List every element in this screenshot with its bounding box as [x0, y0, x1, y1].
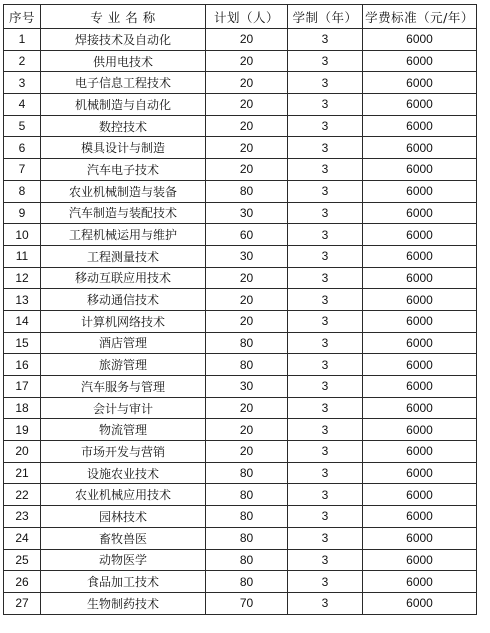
cell-duration-years: 3 — [288, 549, 363, 571]
cell-serial-number: 19 — [4, 419, 41, 441]
cell-major-name: 汽车服务与管理 — [41, 376, 206, 398]
cell-major-name: 计算机网络技术 — [41, 310, 206, 332]
cell-plan-count: 20 — [206, 397, 288, 419]
table-row — [4, 354, 477, 376]
cell-plan-count: 20 — [206, 289, 288, 311]
cell-tuition-fee: 6000 — [363, 332, 477, 354]
cell-duration-years: 3 — [288, 159, 363, 181]
cell-serial-number: 7 — [4, 159, 41, 181]
cell-major-name: 畜牧兽医 — [41, 527, 206, 549]
cell-major-name: 市场开发与营销 — [41, 441, 206, 463]
cell-duration-years: 3 — [288, 50, 363, 72]
cell-serial-number: 27 — [4, 592, 41, 614]
cell-duration-years: 3 — [288, 115, 363, 137]
cell-plan-count: 80 — [206, 571, 288, 593]
cell-major-name: 供用电技术 — [41, 50, 206, 72]
cell-plan-count: 60 — [206, 224, 288, 246]
table-row — [4, 137, 477, 159]
table-row — [4, 267, 477, 289]
cell-major-name: 汽车电子技术 — [41, 159, 206, 181]
table-row — [4, 115, 477, 137]
header-plan-count: 计划（人） — [206, 5, 288, 29]
cell-plan-count: 80 — [206, 527, 288, 549]
cell-serial-number: 11 — [4, 245, 41, 267]
cell-serial-number: 5 — [4, 115, 41, 137]
cell-major-name: 数控技术 — [41, 115, 206, 137]
cell-duration-years: 3 — [288, 441, 363, 463]
cell-serial-number: 23 — [4, 506, 41, 528]
cell-duration-years: 3 — [288, 29, 363, 51]
table-row — [4, 289, 477, 311]
cell-major-name: 园林技术 — [41, 506, 206, 528]
table-row — [4, 397, 477, 419]
table-row — [4, 50, 477, 72]
cell-major-name: 汽车制造与装配技术 — [41, 202, 206, 224]
cell-serial-number: 1 — [4, 29, 41, 51]
table-row — [4, 94, 477, 116]
cell-serial-number: 9 — [4, 202, 41, 224]
cell-major-name: 模具设计与制造 — [41, 137, 206, 159]
table-row — [4, 506, 477, 528]
cell-major-name: 焊接技术及自动化 — [41, 29, 206, 51]
cell-plan-count: 80 — [206, 180, 288, 202]
cell-plan-count: 20 — [206, 29, 288, 51]
cell-major-name: 酒店管理 — [41, 332, 206, 354]
cell-duration-years: 3 — [288, 506, 363, 528]
cell-tuition-fee: 6000 — [363, 50, 477, 72]
table-row — [4, 376, 477, 398]
cell-duration-years: 3 — [288, 592, 363, 614]
cell-serial-number: 8 — [4, 180, 41, 202]
cell-plan-count: 80 — [206, 354, 288, 376]
table-row — [4, 72, 477, 94]
cell-serial-number: 2 — [4, 50, 41, 72]
cell-tuition-fee: 6000 — [363, 29, 477, 51]
cell-tuition-fee: 6000 — [363, 571, 477, 593]
table-row — [4, 332, 477, 354]
table-body — [4, 29, 477, 615]
cell-plan-count: 20 — [206, 267, 288, 289]
enrollment-table-container — [3, 4, 477, 615]
cell-duration-years: 3 — [288, 354, 363, 376]
table-row — [4, 592, 477, 614]
cell-tuition-fee: 6000 — [363, 94, 477, 116]
cell-major-name: 工程测量技术 — [41, 245, 206, 267]
cell-major-name: 物流管理 — [41, 419, 206, 441]
table-row — [4, 310, 477, 332]
cell-tuition-fee: 6000 — [363, 310, 477, 332]
cell-serial-number: 17 — [4, 376, 41, 398]
cell-major-name: 旅游管理 — [41, 354, 206, 376]
cell-tuition-fee: 6000 — [363, 245, 477, 267]
header-major-name: 专 业 名 称 — [41, 5, 206, 29]
cell-major-name: 电子信息工程技术 — [41, 72, 206, 94]
cell-tuition-fee: 6000 — [363, 592, 477, 614]
table-row — [4, 549, 477, 571]
table-row — [4, 224, 477, 246]
cell-major-name: 机械制造与自动化 — [41, 94, 206, 116]
cell-tuition-fee: 6000 — [363, 527, 477, 549]
table-row — [4, 29, 477, 51]
cell-plan-count: 20 — [206, 159, 288, 181]
header-duration-years: 学制（年） — [288, 5, 363, 29]
cell-duration-years: 3 — [288, 137, 363, 159]
table-row — [4, 159, 477, 181]
cell-major-name: 生物制药技术 — [41, 592, 206, 614]
cell-duration-years: 3 — [288, 224, 363, 246]
cell-tuition-fee: 6000 — [363, 202, 477, 224]
cell-tuition-fee: 6000 — [363, 419, 477, 441]
cell-serial-number: 20 — [4, 441, 41, 463]
cell-duration-years: 3 — [288, 419, 363, 441]
cell-serial-number: 6 — [4, 137, 41, 159]
table-row — [4, 527, 477, 549]
cell-serial-number: 14 — [4, 310, 41, 332]
cell-serial-number: 16 — [4, 354, 41, 376]
cell-plan-count: 20 — [206, 72, 288, 94]
cell-duration-years: 3 — [288, 180, 363, 202]
cell-serial-number: 3 — [4, 72, 41, 94]
cell-major-name: 动物医学 — [41, 549, 206, 571]
cell-plan-count: 80 — [206, 549, 288, 571]
cell-plan-count: 20 — [206, 50, 288, 72]
cell-plan-count: 20 — [206, 310, 288, 332]
cell-serial-number: 25 — [4, 549, 41, 571]
cell-tuition-fee: 6000 — [363, 462, 477, 484]
cell-duration-years: 3 — [288, 245, 363, 267]
cell-serial-number: 18 — [4, 397, 41, 419]
cell-major-name: 设施农业技术 — [41, 462, 206, 484]
table-row — [4, 202, 477, 224]
cell-duration-years: 3 — [288, 376, 363, 398]
enrollment-plan-table — [3, 4, 477, 615]
cell-duration-years: 3 — [288, 94, 363, 116]
cell-major-name: 农业机械制造与装备 — [41, 180, 206, 202]
cell-major-name: 移动通信技术 — [41, 289, 206, 311]
cell-serial-number: 13 — [4, 289, 41, 311]
cell-plan-count: 80 — [206, 506, 288, 528]
cell-major-name: 食品加工技术 — [41, 571, 206, 593]
cell-tuition-fee: 6000 — [363, 549, 477, 571]
cell-serial-number: 21 — [4, 462, 41, 484]
cell-plan-count: 30 — [206, 376, 288, 398]
table-row — [4, 419, 477, 441]
cell-plan-count: 30 — [206, 245, 288, 267]
cell-duration-years: 3 — [288, 332, 363, 354]
cell-tuition-fee: 6000 — [363, 267, 477, 289]
table-row — [4, 484, 477, 506]
header-serial-number: 序号 — [4, 5, 41, 29]
cell-major-name: 农业机械应用技术 — [41, 484, 206, 506]
header-tuition-fee: 学费标准（元/年） — [363, 5, 477, 29]
cell-tuition-fee: 6000 — [363, 506, 477, 528]
cell-plan-count: 80 — [206, 462, 288, 484]
cell-duration-years: 3 — [288, 310, 363, 332]
cell-tuition-fee: 6000 — [363, 484, 477, 506]
cell-duration-years: 3 — [288, 267, 363, 289]
cell-tuition-fee: 6000 — [363, 289, 477, 311]
cell-serial-number: 10 — [4, 224, 41, 246]
cell-duration-years: 3 — [288, 462, 363, 484]
table-row — [4, 180, 477, 202]
cell-plan-count: 20 — [206, 441, 288, 463]
cell-major-name: 会计与审计 — [41, 397, 206, 419]
cell-duration-years: 3 — [288, 202, 363, 224]
cell-tuition-fee: 6000 — [363, 180, 477, 202]
cell-plan-count: 80 — [206, 484, 288, 506]
cell-duration-years: 3 — [288, 289, 363, 311]
cell-duration-years: 3 — [288, 72, 363, 94]
cell-tuition-fee: 6000 — [363, 376, 477, 398]
cell-major-name: 工程机械运用与维护 — [41, 224, 206, 246]
cell-major-name: 移动互联应用技术 — [41, 267, 206, 289]
cell-plan-count: 80 — [206, 332, 288, 354]
table-row — [4, 441, 477, 463]
cell-tuition-fee: 6000 — [363, 224, 477, 246]
table-row — [4, 571, 477, 593]
cell-tuition-fee: 6000 — [363, 115, 477, 137]
cell-tuition-fee: 6000 — [363, 354, 477, 376]
cell-tuition-fee: 6000 — [363, 397, 477, 419]
cell-serial-number: 15 — [4, 332, 41, 354]
cell-serial-number: 12 — [4, 267, 41, 289]
cell-duration-years: 3 — [288, 527, 363, 549]
table-row — [4, 462, 477, 484]
cell-plan-count: 20 — [206, 419, 288, 441]
table-header-row — [4, 5, 477, 29]
cell-plan-count: 30 — [206, 202, 288, 224]
cell-plan-count: 20 — [206, 137, 288, 159]
cell-tuition-fee: 6000 — [363, 441, 477, 463]
cell-plan-count: 20 — [206, 94, 288, 116]
cell-duration-years: 3 — [288, 484, 363, 506]
cell-tuition-fee: 6000 — [363, 137, 477, 159]
table-row — [4, 245, 477, 267]
cell-plan-count: 70 — [206, 592, 288, 614]
cell-serial-number: 22 — [4, 484, 41, 506]
cell-serial-number: 4 — [4, 94, 41, 116]
cell-serial-number: 24 — [4, 527, 41, 549]
cell-tuition-fee: 6000 — [363, 72, 477, 94]
cell-tuition-fee: 6000 — [363, 159, 477, 181]
cell-duration-years: 3 — [288, 397, 363, 419]
cell-serial-number: 26 — [4, 571, 41, 593]
cell-plan-count: 20 — [206, 115, 288, 137]
cell-duration-years: 3 — [288, 571, 363, 593]
